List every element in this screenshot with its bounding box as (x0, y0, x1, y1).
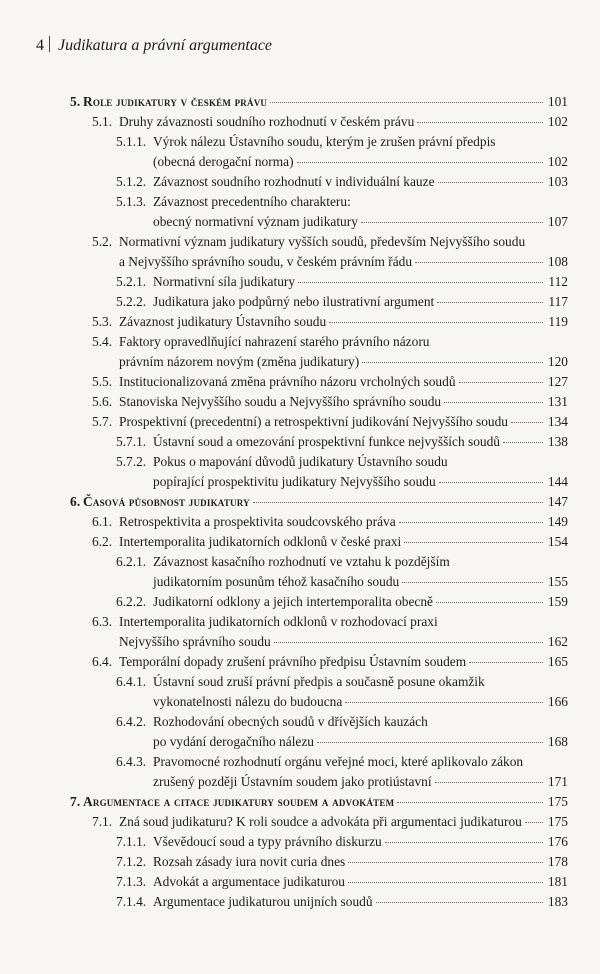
page-number: 4 (36, 37, 44, 54)
toc-entry-number: 5.2. (92, 234, 113, 249)
toc-entry[interactable] (116, 852, 568, 872)
toc-page-number: 119 (548, 314, 568, 329)
toc-entry[interactable] (116, 452, 568, 492)
toc-entry-text: Faktory opravedlňující nahrazení starého právního názoru (119, 334, 430, 349)
toc-entry[interactable] (92, 332, 568, 372)
toc-entry[interactable] (70, 492, 568, 512)
toc-page-number: 155 (547, 574, 568, 589)
toc-entry-text: Závaznost precedentního charakteru: (153, 194, 351, 209)
toc-entry-text: Vševědoucí soud a typy právního diskurzu (153, 834, 382, 849)
toc-entry-title (92, 112, 414, 132)
toc-entry-text: Pokus o mapování důvodů judikatury Ústavního soudu (153, 454, 448, 469)
toc-page-number: 181 (547, 874, 568, 889)
toc-entry-number: 7.1.3. (116, 874, 147, 889)
toc-entry-number: 7.1.1. (116, 834, 147, 849)
toc-entry-text: Závaznost kasačního rozhodnutí ve vztahu k pozdějším (153, 554, 450, 569)
toc-entry-title (116, 712, 428, 732)
toc-entry-text: Judikatorní odklony a jejich intertemporalita obecně (153, 594, 434, 609)
toc-page-number: 183 (547, 894, 568, 909)
leader-dots (436, 602, 543, 603)
toc-entry-number: 5.6. (92, 394, 113, 409)
leader-dots (253, 502, 543, 503)
toc-entry-title (92, 512, 396, 532)
toc-entry-number: 5.7.2. (116, 454, 147, 469)
toc-entry-text: Role judikatury v českém právu (83, 94, 268, 109)
toc-entry-text: Prospektivní (precedentní) a retrospektivní judikování Nejvyššího soudu (119, 414, 509, 429)
toc-entry-number: 5.1. (92, 114, 113, 129)
toc-entry-number: 7.1.4. (116, 894, 147, 909)
toc-entry-text: Normativní význam judikatury vyšších soudů, především Nejvyššího soudu (119, 234, 526, 249)
toc-entry[interactable] (70, 792, 568, 812)
toc-page-number: 176 (547, 834, 568, 849)
leader-dots (438, 182, 543, 183)
toc-entry-number: 5.5. (92, 374, 113, 389)
toc-entry-title (92, 412, 508, 432)
toc-page-number: 117 (548, 294, 568, 309)
leader-dots (348, 862, 543, 863)
toc-entry-number: 5.2.2. (116, 294, 147, 309)
leader-dots (317, 742, 543, 743)
toc-entry[interactable] (116, 272, 568, 292)
toc-entry-number: 7.1.2. (116, 854, 147, 869)
leader-dots (439, 482, 543, 483)
toc-page-number: 102 (547, 154, 568, 169)
toc-entry-text-continued: obecný normativní význam judikatury (153, 214, 358, 229)
toc-entry-number: 5.1.1. (116, 134, 147, 149)
toc-entry-title (92, 232, 525, 252)
toc-entry-text: Stanoviska Nejvyššího soudu a Nejvyššího správního soudu (119, 394, 442, 409)
toc-entry-text-continued: právním názorem novým (změna judikatury) (119, 354, 360, 369)
toc-entry-number: 5.2.1. (116, 274, 147, 289)
toc-entry-title (116, 832, 382, 852)
toc-entry[interactable] (116, 752, 568, 792)
toc-entry[interactable] (116, 872, 568, 892)
toc-page-number: 108 (547, 254, 568, 269)
leader-dots (270, 102, 543, 103)
toc-entry-text: Závaznost judikatury Ústavního soudu (119, 314, 327, 329)
leader-dots (469, 662, 543, 663)
toc-entry-number: 5.3. (92, 314, 113, 329)
toc-page-number: 101 (547, 94, 568, 109)
toc-page-number: 171 (547, 774, 568, 789)
toc-entry-number: 6.4.2. (116, 714, 147, 729)
toc-page-number: 175 (547, 814, 568, 829)
toc-entry-title (92, 612, 438, 632)
book-title: Judikatura a právní argumentace (58, 37, 273, 54)
toc-entry-text: Advokát a argumentace judikaturou (153, 874, 345, 889)
toc-entry-number: 6.4.3. (116, 754, 147, 769)
toc-page-number: 154 (547, 534, 568, 549)
toc-page-number: 147 (547, 494, 568, 509)
leader-dots (404, 542, 543, 543)
toc-page-number: 103 (547, 174, 568, 189)
toc-entry-text: Závaznost soudního rozhodnutí v individuální kauze (153, 174, 435, 189)
toc-entry-text: Normativní síla judikatury (153, 274, 296, 289)
toc-entry[interactable] (70, 92, 568, 112)
toc-entry-title (116, 592, 433, 612)
toc-entry-text: Intertemporalita judikatorních odklonů v české praxi (119, 534, 402, 549)
toc-entry[interactable] (92, 412, 568, 432)
leader-dots (503, 442, 543, 443)
toc-entry-text: Argumentace judikaturou unijních soudů (153, 894, 373, 909)
leader-dots (437, 302, 543, 303)
toc-entry-title (92, 532, 401, 552)
leader-dots (345, 702, 543, 703)
toc-page-number: 134 (547, 414, 568, 429)
toc-entry-title (70, 792, 394, 812)
toc-entry-title (116, 752, 523, 772)
toc-entry-title (70, 92, 267, 112)
toc-entry-title (116, 132, 496, 152)
leader-dots (415, 262, 543, 263)
leader-dots (362, 362, 543, 363)
toc-entry-text: Výrok nálezu Ústavního soudu, kterým je zrušen právní předpis (153, 134, 496, 149)
toc-entry-text-continued: Nejvyššího správního soudu (119, 634, 271, 649)
toc-entry-title (116, 552, 450, 572)
toc-entry-text: Intertemporalita judikatorních odklonů v rozhodovací praxi (119, 614, 438, 629)
toc-entry-title (116, 192, 351, 212)
toc-entry-number: 5.1.3. (116, 194, 147, 209)
toc-entry-title (116, 292, 434, 312)
toc-entry[interactable] (116, 832, 568, 852)
toc-page-number: 107 (547, 214, 568, 229)
toc-entry[interactable] (116, 132, 568, 172)
toc-entry-title (116, 892, 373, 912)
toc-page-number: 149 (547, 514, 568, 529)
toc-entry-title (116, 432, 500, 452)
toc-page-number: 166 (547, 694, 568, 709)
toc-entry[interactable] (116, 892, 568, 912)
toc-entry[interactable] (92, 312, 568, 332)
toc-entry-text: Retrospektivita a prospektivita soudcovského práva (119, 514, 396, 529)
leader-dots (399, 522, 543, 523)
toc-entry-number: 5.4. (92, 334, 113, 349)
toc-entry[interactable] (92, 112, 568, 132)
toc-entry-text: Rozsah zásady iura novit curia dnes (153, 854, 346, 869)
toc-page-number: 138 (547, 434, 568, 449)
toc-page-number: 112 (548, 274, 568, 289)
toc-entry-number: 5.1.2. (116, 174, 147, 189)
toc-entry-text-continued: zrušený později Ústavním soudem jako protiústavní (153, 774, 432, 789)
toc-page-number: 175 (547, 794, 568, 809)
toc-page-number: 127 (547, 374, 568, 389)
toc-entry[interactable] (116, 292, 568, 312)
toc-entry-text-continued: vykonatelnosti nálezu do budoucna (153, 694, 343, 709)
toc-page-number: 144 (547, 474, 568, 489)
header-divider (49, 36, 50, 52)
toc-entry-text: Judikatura jako podpůrný nebo ilustrativní argument (153, 294, 435, 309)
toc-entry-number: 6.4.1. (116, 674, 147, 689)
toc-entry-text: Pravomocné rozhodnutí orgánu veřejné moci, které aplikovalo zákon (153, 754, 524, 769)
toc-page-number: 162 (547, 634, 568, 649)
toc-page-number: 168 (547, 734, 568, 749)
toc-entry-text: Časová působnost judikatury (83, 494, 250, 509)
toc-entry-number: 7.1. (92, 814, 113, 829)
leader-dots (298, 282, 543, 283)
toc-entry-text: Temporální dopady zrušení právního předpisu Ústavním soudem (119, 654, 467, 669)
toc-entry[interactable] (92, 652, 568, 672)
toc-entry-number: 7. (70, 794, 81, 809)
toc-entry-title (116, 852, 345, 872)
leader-dots (397, 802, 543, 803)
toc-entry-title (92, 332, 429, 352)
leader-dots (435, 782, 543, 783)
toc-page-number: 102 (547, 114, 568, 129)
toc-entry-text: Zná soud judikaturu? K roli soudce a advokáta při argumentaci judikaturou (119, 814, 522, 829)
toc-entry[interactable] (92, 392, 568, 412)
toc-entry[interactable] (92, 232, 568, 272)
toc-entry[interactable] (116, 172, 568, 192)
leader-dots (376, 902, 543, 903)
toc-entry-title (70, 492, 250, 512)
toc-entry-text: Institucionalizovaná změna právního názoru vrcholných soudů (119, 374, 456, 389)
toc-entry-text: Ústavní soud zruší právní předpis a současně posune okamžik (153, 674, 485, 689)
toc-entry[interactable] (92, 532, 568, 552)
toc-page-number: 131 (547, 394, 568, 409)
toc-entry-text-continued: popírající prospektivitu judikatury Nejvyššího soudu (153, 474, 436, 489)
toc-entry-text-continued: (obecná derogační norma) (153, 154, 294, 169)
toc-page-number: 178 (547, 854, 568, 869)
toc-entry[interactable] (116, 192, 568, 232)
toc-entry-text-continued: a Nejvyššího správního soudu, v českém právním řádu (119, 254, 413, 269)
toc-entry-text: Rozhodování obecných soudů v dřívějších kauzách (153, 714, 428, 729)
toc-entry-title (92, 392, 441, 412)
toc-entry-number: 5. (70, 94, 81, 109)
toc-entry[interactable] (116, 592, 568, 612)
toc-entry-text: Argumentace a citace judikatury soudem a advokátem (83, 794, 395, 809)
toc-entry-number: 6.1. (92, 514, 113, 529)
toc-entry[interactable] (92, 512, 568, 532)
toc-entry[interactable] (116, 712, 568, 752)
running-header (36, 34, 272, 55)
leader-dots (348, 882, 543, 883)
leader-dots (417, 122, 543, 123)
toc-entry-text: Druhy závaznosti soudního rozhodnutí v českém právu (119, 114, 415, 129)
toc-entry-number: 6.2.2. (116, 594, 147, 609)
toc-entry-title (116, 272, 295, 292)
leader-dots (525, 822, 543, 823)
leader-dots (297, 162, 543, 163)
toc-entry-number: 6.3. (92, 614, 113, 629)
toc-entry[interactable] (116, 432, 568, 452)
toc-entry-number: 6. (70, 494, 81, 509)
toc-entry-title (116, 452, 448, 472)
toc-entry-number: 6.2. (92, 534, 113, 549)
toc-page-number: 165 (547, 654, 568, 669)
toc-entry-number: 6.4. (92, 654, 113, 669)
leader-dots (459, 382, 543, 383)
toc-entry[interactable] (116, 552, 568, 592)
leader-dots (385, 842, 543, 843)
toc-entry-title (92, 312, 326, 332)
toc-page-number: 120 (547, 354, 568, 369)
leader-dots (361, 222, 543, 223)
toc-entry-text-continued: judikatorním posunům téhož kasačního soudu (153, 574, 400, 589)
toc-entry-title (92, 652, 466, 672)
toc-entry-number: 6.2.1. (116, 554, 147, 569)
toc-entry-title (116, 172, 435, 192)
leader-dots (329, 322, 543, 323)
toc-entry-title (92, 812, 522, 832)
toc-entry-number: 5.7. (92, 414, 113, 429)
leader-dots (444, 402, 543, 403)
leader-dots (274, 642, 543, 643)
toc-entry-title (116, 672, 485, 692)
toc-entry-text: Ústavní soud a omezování prospektivní funkce nejvyšších soudů (153, 434, 500, 449)
toc-entry[interactable] (92, 612, 568, 652)
toc-entry-title (92, 372, 456, 392)
leader-dots (511, 422, 543, 423)
toc-entry[interactable] (92, 812, 568, 832)
toc-entry-number: 5.7.1. (116, 434, 147, 449)
toc-entry-text-continued: po vydání derogačního nálezu (153, 734, 315, 749)
toc-page-number: 159 (547, 594, 568, 609)
toc-entry[interactable] (92, 372, 568, 392)
leader-dots (402, 582, 543, 583)
toc-entry[interactable] (116, 672, 568, 712)
toc-entry-title (116, 872, 345, 892)
